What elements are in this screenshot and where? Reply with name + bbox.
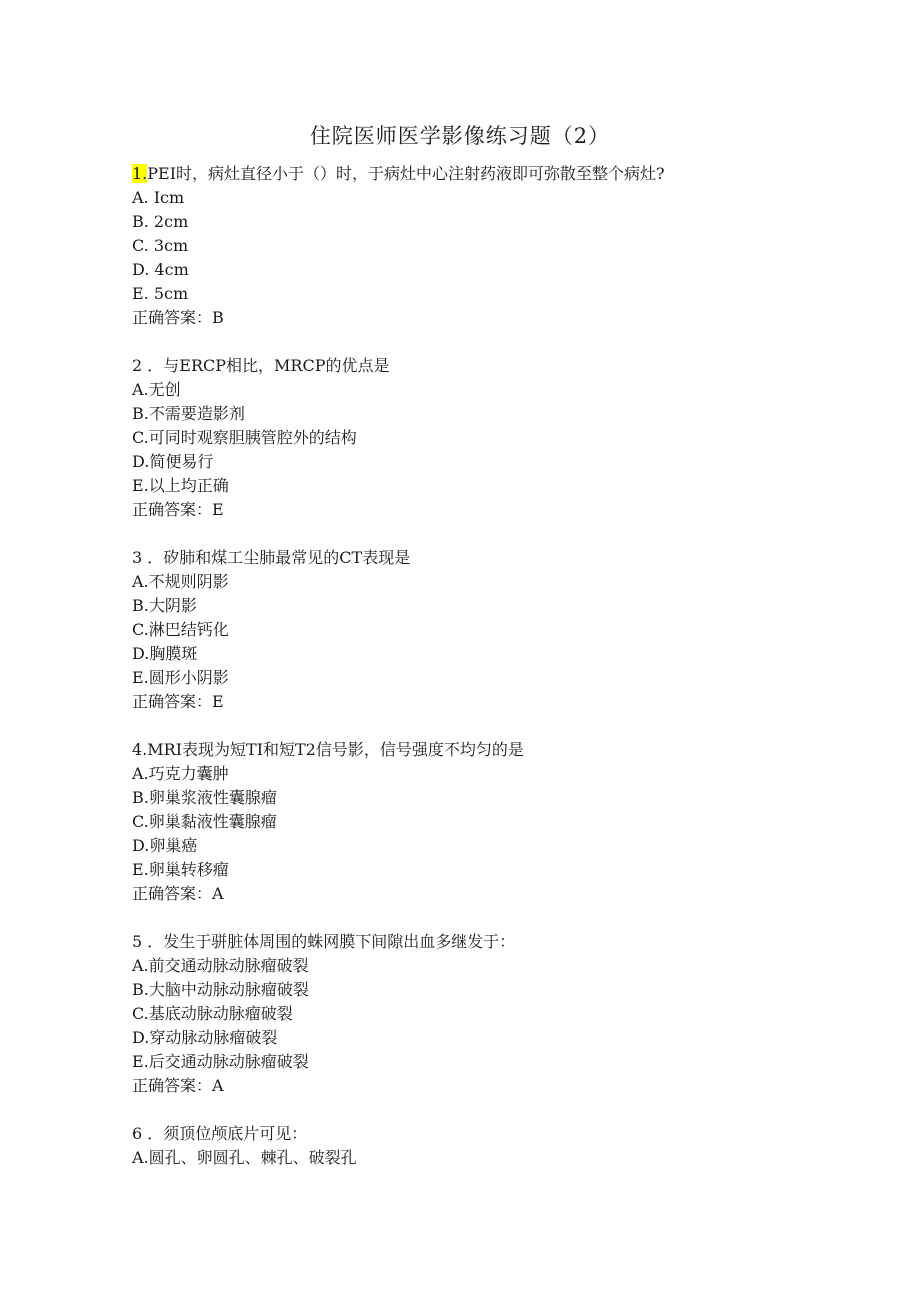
answer-prefix: 正确答案： <box>132 692 213 711</box>
question-5 <box>132 930 892 1098</box>
option-c: C.淋巴结钙化 <box>132 620 229 639</box>
question-stem <box>132 930 892 954</box>
question-2 <box>132 354 892 522</box>
question-stem <box>132 1122 892 1146</box>
option-e: E.后交通动脉动脉瘤破裂 <box>132 1052 309 1071</box>
question-number: 5 ． <box>132 932 164 951</box>
question-text: 发生于骈脏体周围的蛛网膜下间隙出血多继发于： <box>163 932 516 951</box>
question-stem <box>132 546 892 570</box>
question-stem <box>132 354 892 378</box>
option-a: A.不规则阴影 <box>132 572 229 591</box>
question-text: 须顶位颅底片可见： <box>163 1124 308 1143</box>
answer-line <box>132 306 892 330</box>
option-d: D.穿动脉动脉瘤破裂 <box>132 1028 278 1047</box>
answer-value: B <box>212 308 224 327</box>
answer-prefix: 正确答案： <box>132 500 213 519</box>
option-e: E. 5cm <box>132 284 189 303</box>
page-title: 住院医师医学影像练习题（2） <box>309 124 611 148</box>
answer-line <box>132 882 892 906</box>
option-a: A.无创 <box>132 380 181 399</box>
answer-value: A <box>212 1076 224 1095</box>
option-a: A.圆孔、卵圆孔、棘孔、破裂孔 <box>132 1148 357 1167</box>
answer-prefix: 正确答案： <box>132 884 213 903</box>
option-e: E.以上均正确 <box>132 476 229 495</box>
option-a: A.前交通动脉动脉瘤破裂 <box>132 956 309 975</box>
answer-line <box>132 690 892 714</box>
answer-value: E <box>212 500 224 519</box>
question-text: 矽肺和煤工尘肺最常见的CT表现是 <box>163 548 411 567</box>
question-6 <box>132 1122 892 1170</box>
option-e: E.卵巢转移瘤 <box>132 860 229 879</box>
option-d: D.简便易行 <box>132 452 214 471</box>
option-c: C. 3cm <box>132 236 189 255</box>
question-number: 1. <box>132 164 148 183</box>
answer-line <box>132 1074 892 1098</box>
option-c: C.基底动脉动脉瘤破裂 <box>132 1004 293 1023</box>
question-3 <box>132 546 892 714</box>
answer-value: E <box>212 692 224 711</box>
answer-value: A <box>212 884 224 903</box>
option-c: C.卵巢黏液性囊腺瘤 <box>132 812 277 831</box>
answer-prefix: 正确答案： <box>132 308 213 327</box>
answer-line <box>132 498 892 522</box>
question-number: 4. <box>132 740 148 759</box>
question-number: 3 ． <box>132 548 164 567</box>
option-b: B.大脑中动脉动脉瘤破裂 <box>132 980 309 999</box>
question-number: 6 ． <box>132 1124 164 1143</box>
option-b: B. 2cm <box>132 212 189 231</box>
question-list <box>132 162 892 1194</box>
answer-prefix: 正确答案： <box>132 1076 213 1095</box>
option-d: D.卵巢癌 <box>132 836 198 855</box>
option-a: A. Icm <box>132 188 185 207</box>
option-d: D.胸膜斑 <box>132 644 198 663</box>
question-text: 与ERCP相比，MRCP的优点是 <box>163 356 390 375</box>
question-stem <box>132 738 892 762</box>
option-d: D. 4cm <box>132 260 189 279</box>
option-b: B.大阴影 <box>132 596 197 615</box>
question-stem <box>132 162 892 186</box>
question-text: MRI表现为短TI和短T2信号影，信号强度不均匀的是 <box>147 740 524 759</box>
option-e: E.圆形小阴影 <box>132 668 229 687</box>
question-1 <box>132 162 892 330</box>
option-c: C.可同时观察胆胰管腔外的结构 <box>132 428 357 447</box>
option-b: B.卵巢浆液性囊腺瘤 <box>132 788 277 807</box>
question-number: 2 ． <box>132 356 164 375</box>
option-a: A.巧克力囊肿 <box>132 764 229 783</box>
option-b: B.不需要造影剂 <box>132 404 245 423</box>
question-4 <box>132 738 892 906</box>
question-text: PEI时，病灶直径小于（）时，于病灶中心注射药液即可弥散至整个病灶? <box>147 164 665 183</box>
